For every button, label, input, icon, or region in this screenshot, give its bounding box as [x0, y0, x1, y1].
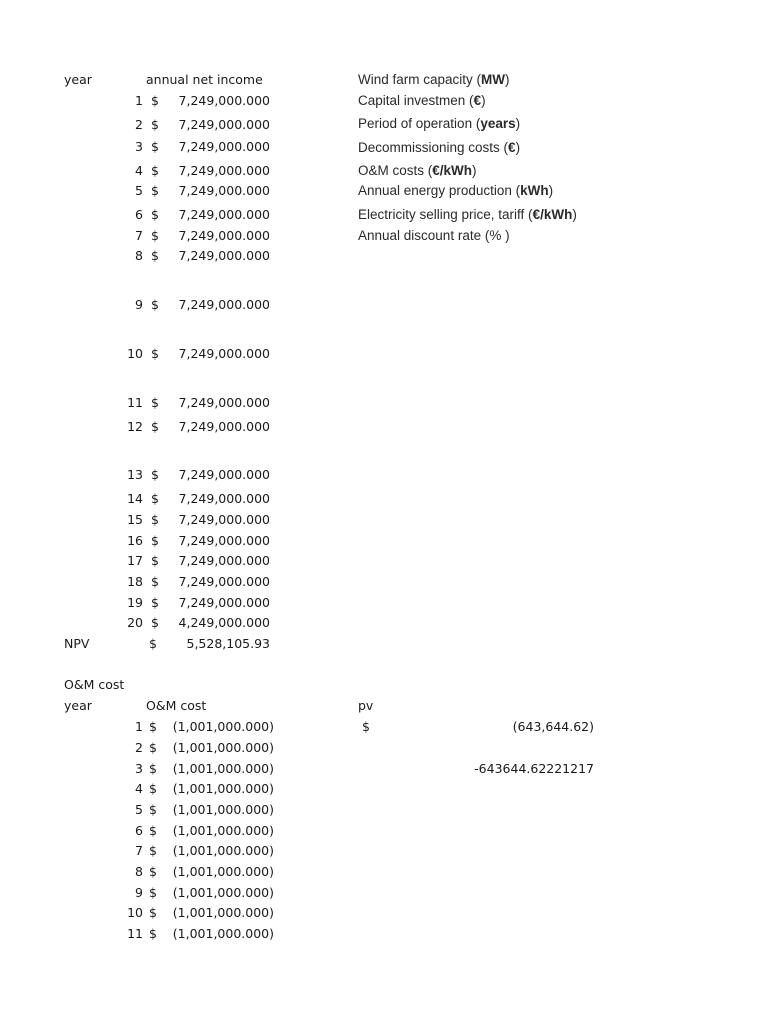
om-row-year: 3 — [135, 761, 143, 776]
om-row-currency: $ — [149, 802, 157, 817]
parameter-row — [358, 228, 510, 244]
income-row-year: 13 — [127, 467, 143, 482]
income-row-year: 6 — [135, 207, 143, 222]
pv-header: pv — [358, 698, 374, 713]
income-row-currency: $ — [151, 467, 159, 482]
parameter-row — [358, 163, 477, 179]
income-row-year: 18 — [127, 574, 143, 589]
parameter-unit: €/kWh — [532, 207, 573, 222]
parameter-label: Annual energy production ( — [358, 183, 521, 198]
parameter-unit: years — [480, 116, 516, 131]
income-row-value: 7,249,000.000 — [178, 248, 270, 263]
income-row-value: 7,249,000.000 — [178, 139, 270, 154]
income-row-value: 7,249,000.000 — [178, 297, 270, 312]
parameter-label: Decommissioning costs ( — [358, 140, 509, 155]
income-row-value: 7,249,000.000 — [178, 467, 270, 482]
om-row-value: (1,001,000.000) — [172, 802, 274, 817]
income-row-year: 3 — [135, 139, 143, 154]
parameter-tail: ) — [548, 183, 554, 198]
om-row-currency: $ — [149, 905, 157, 920]
om-row-year: 1 — [135, 719, 143, 734]
om-row-currency: $ — [149, 740, 157, 755]
income-row-value: 4,249,000.000 — [178, 615, 270, 630]
income-row-year: 7 — [135, 228, 143, 243]
parameter-label: O&M costs ( — [358, 163, 433, 178]
income-row-currency: $ — [151, 615, 159, 630]
income-row-currency: $ — [151, 419, 159, 434]
om-row-value: (1,001,000.000) — [172, 781, 274, 796]
parameter-label: Capital investmen ( — [358, 93, 474, 108]
om-row-year: 8 — [135, 864, 143, 879]
parameter-unit: €/kWh — [432, 163, 473, 178]
income-row-year: 16 — [127, 533, 143, 548]
om-row-year: 9 — [135, 885, 143, 900]
om-row-value: (1,001,000.000) — [172, 843, 274, 858]
pv-value: (643,644.62) — [512, 719, 594, 734]
npv-label: NPV — [64, 636, 90, 651]
pv-raw-value: -643644.62221217 — [474, 761, 594, 776]
income-row-year: 9 — [135, 297, 143, 312]
income-row-currency: $ — [151, 491, 159, 506]
income-row-value: 7,249,000.000 — [178, 553, 270, 568]
income-row-currency: $ — [151, 183, 159, 198]
om-row-year: 5 — [135, 802, 143, 817]
parameter-unit: kWh — [520, 183, 549, 198]
income-row-currency: $ — [151, 297, 159, 312]
income-row-year: 17 — [127, 553, 143, 568]
parameter-unit: MW — [481, 72, 506, 87]
income-row-year: 20 — [127, 615, 143, 630]
income-row-year: 8 — [135, 248, 143, 263]
income-row-currency: $ — [151, 163, 159, 178]
income-row-value: 7,249,000.000 — [178, 228, 270, 243]
om-row-value: (1,001,000.000) — [172, 905, 274, 920]
income-row-currency: $ — [151, 553, 159, 568]
om-row-year: 2 — [135, 740, 143, 755]
income-row-value: 7,249,000.000 — [178, 512, 270, 527]
income-row-year: 1 — [135, 93, 143, 108]
om-cost-header: O&M cost — [146, 698, 207, 713]
income-row-value: 7,249,000.000 — [178, 533, 270, 548]
parameter-row — [358, 116, 520, 132]
income-row-year: 11 — [127, 395, 143, 410]
parameter-tail: ) — [572, 207, 577, 222]
income-row-currency: $ — [151, 574, 159, 589]
income-row-value: 7,249,000.000 — [178, 163, 270, 178]
income-row-currency: $ — [151, 346, 159, 361]
om-row-year: 4 — [135, 781, 143, 796]
income-row-year: 10 — [127, 346, 143, 361]
income-row-currency: $ — [151, 512, 159, 527]
pv-currency: $ — [362, 719, 370, 734]
parameter-tail: ) — [472, 163, 477, 178]
income-row-currency: $ — [151, 228, 159, 243]
income-row-value: 7,249,000.000 — [178, 491, 270, 506]
om-row-year: 6 — [135, 823, 143, 838]
om-year-header: year — [64, 698, 92, 713]
om-row-currency: $ — [149, 926, 157, 941]
om-row-currency: $ — [149, 761, 157, 776]
om-section-title: O&M cost — [64, 677, 125, 692]
om-row-currency: $ — [149, 843, 157, 858]
income-row-currency: $ — [151, 139, 159, 154]
income-row-year: 15 — [127, 512, 143, 527]
income-row-value: 7,249,000.000 — [178, 93, 270, 108]
parameter-label: Period of operation ( — [358, 116, 481, 131]
parameter-label: Wind farm capacity ( — [358, 72, 482, 87]
om-row-year: 7 — [135, 843, 143, 858]
income-row-year: 12 — [127, 419, 143, 434]
income-header: annual net income — [146, 72, 263, 87]
parameter-label: Annual discount rate ( — [358, 228, 490, 243]
parameter-tail: % ) — [489, 228, 510, 243]
income-row-value: 7,249,000.000 — [178, 346, 270, 361]
parameter-row — [358, 140, 520, 156]
income-year-header: year — [64, 72, 92, 87]
om-row-value: (1,001,000.000) — [172, 740, 274, 755]
npv-value: 5,528,105.93 — [186, 636, 270, 651]
om-row-year: 10 — [127, 905, 143, 920]
income-row-value: 7,249,000.000 — [178, 183, 270, 198]
om-row-currency: $ — [149, 885, 157, 900]
income-row-value: 7,249,000.000 — [178, 395, 270, 410]
parameter-unit: € — [508, 140, 516, 155]
om-row-value: (1,001,000.000) — [172, 926, 274, 941]
om-row-value: (1,001,000.000) — [172, 761, 274, 776]
om-row-value: (1,001,000.000) — [172, 719, 274, 734]
income-row-value: 7,249,000.000 — [178, 117, 270, 132]
parameter-tail: ) — [515, 140, 521, 155]
income-row-year: 5 — [135, 183, 143, 198]
income-row-currency: $ — [151, 595, 159, 610]
income-row-value: 7,249,000.000 — [178, 595, 270, 610]
parameter-unit: € — [473, 93, 482, 108]
income-row-currency: $ — [151, 395, 159, 410]
income-row-currency: $ — [151, 248, 159, 263]
parameter-tail: ) — [505, 72, 510, 87]
income-row-currency: $ — [151, 207, 159, 222]
income-row-currency: $ — [151, 117, 159, 132]
income-row-currency: $ — [151, 93, 159, 108]
income-row-year: 4 — [135, 163, 143, 178]
om-row-currency: $ — [149, 823, 157, 838]
om-row-value: (1,001,000.000) — [172, 885, 274, 900]
om-row-currency: $ — [149, 781, 157, 796]
income-row-year: 2 — [135, 117, 143, 132]
income-row-value: 7,249,000.000 — [178, 419, 270, 434]
npv-currency: $ — [149, 636, 157, 651]
parameter-tail: ) — [515, 116, 521, 131]
om-row-value: (1,001,000.000) — [172, 823, 274, 838]
income-row-year: 14 — [127, 491, 143, 506]
income-row-value: 7,249,000.000 — [178, 207, 270, 222]
parameter-row — [358, 72, 510, 88]
om-row-currency: $ — [149, 719, 157, 734]
income-row-value: 7,249,000.000 — [178, 574, 270, 589]
parameter-tail: ) — [481, 93, 486, 108]
om-row-year: 11 — [127, 926, 143, 941]
om-row-currency: $ — [149, 864, 157, 879]
income-row-currency: $ — [151, 533, 159, 548]
om-row-value: (1,001,000.000) — [172, 864, 274, 879]
parameter-row — [358, 93, 486, 109]
parameter-label: Electricity selling price, tariff ( — [358, 207, 533, 222]
income-row-year: 19 — [127, 595, 143, 610]
parameter-row — [358, 183, 553, 199]
parameter-row — [358, 207, 577, 223]
